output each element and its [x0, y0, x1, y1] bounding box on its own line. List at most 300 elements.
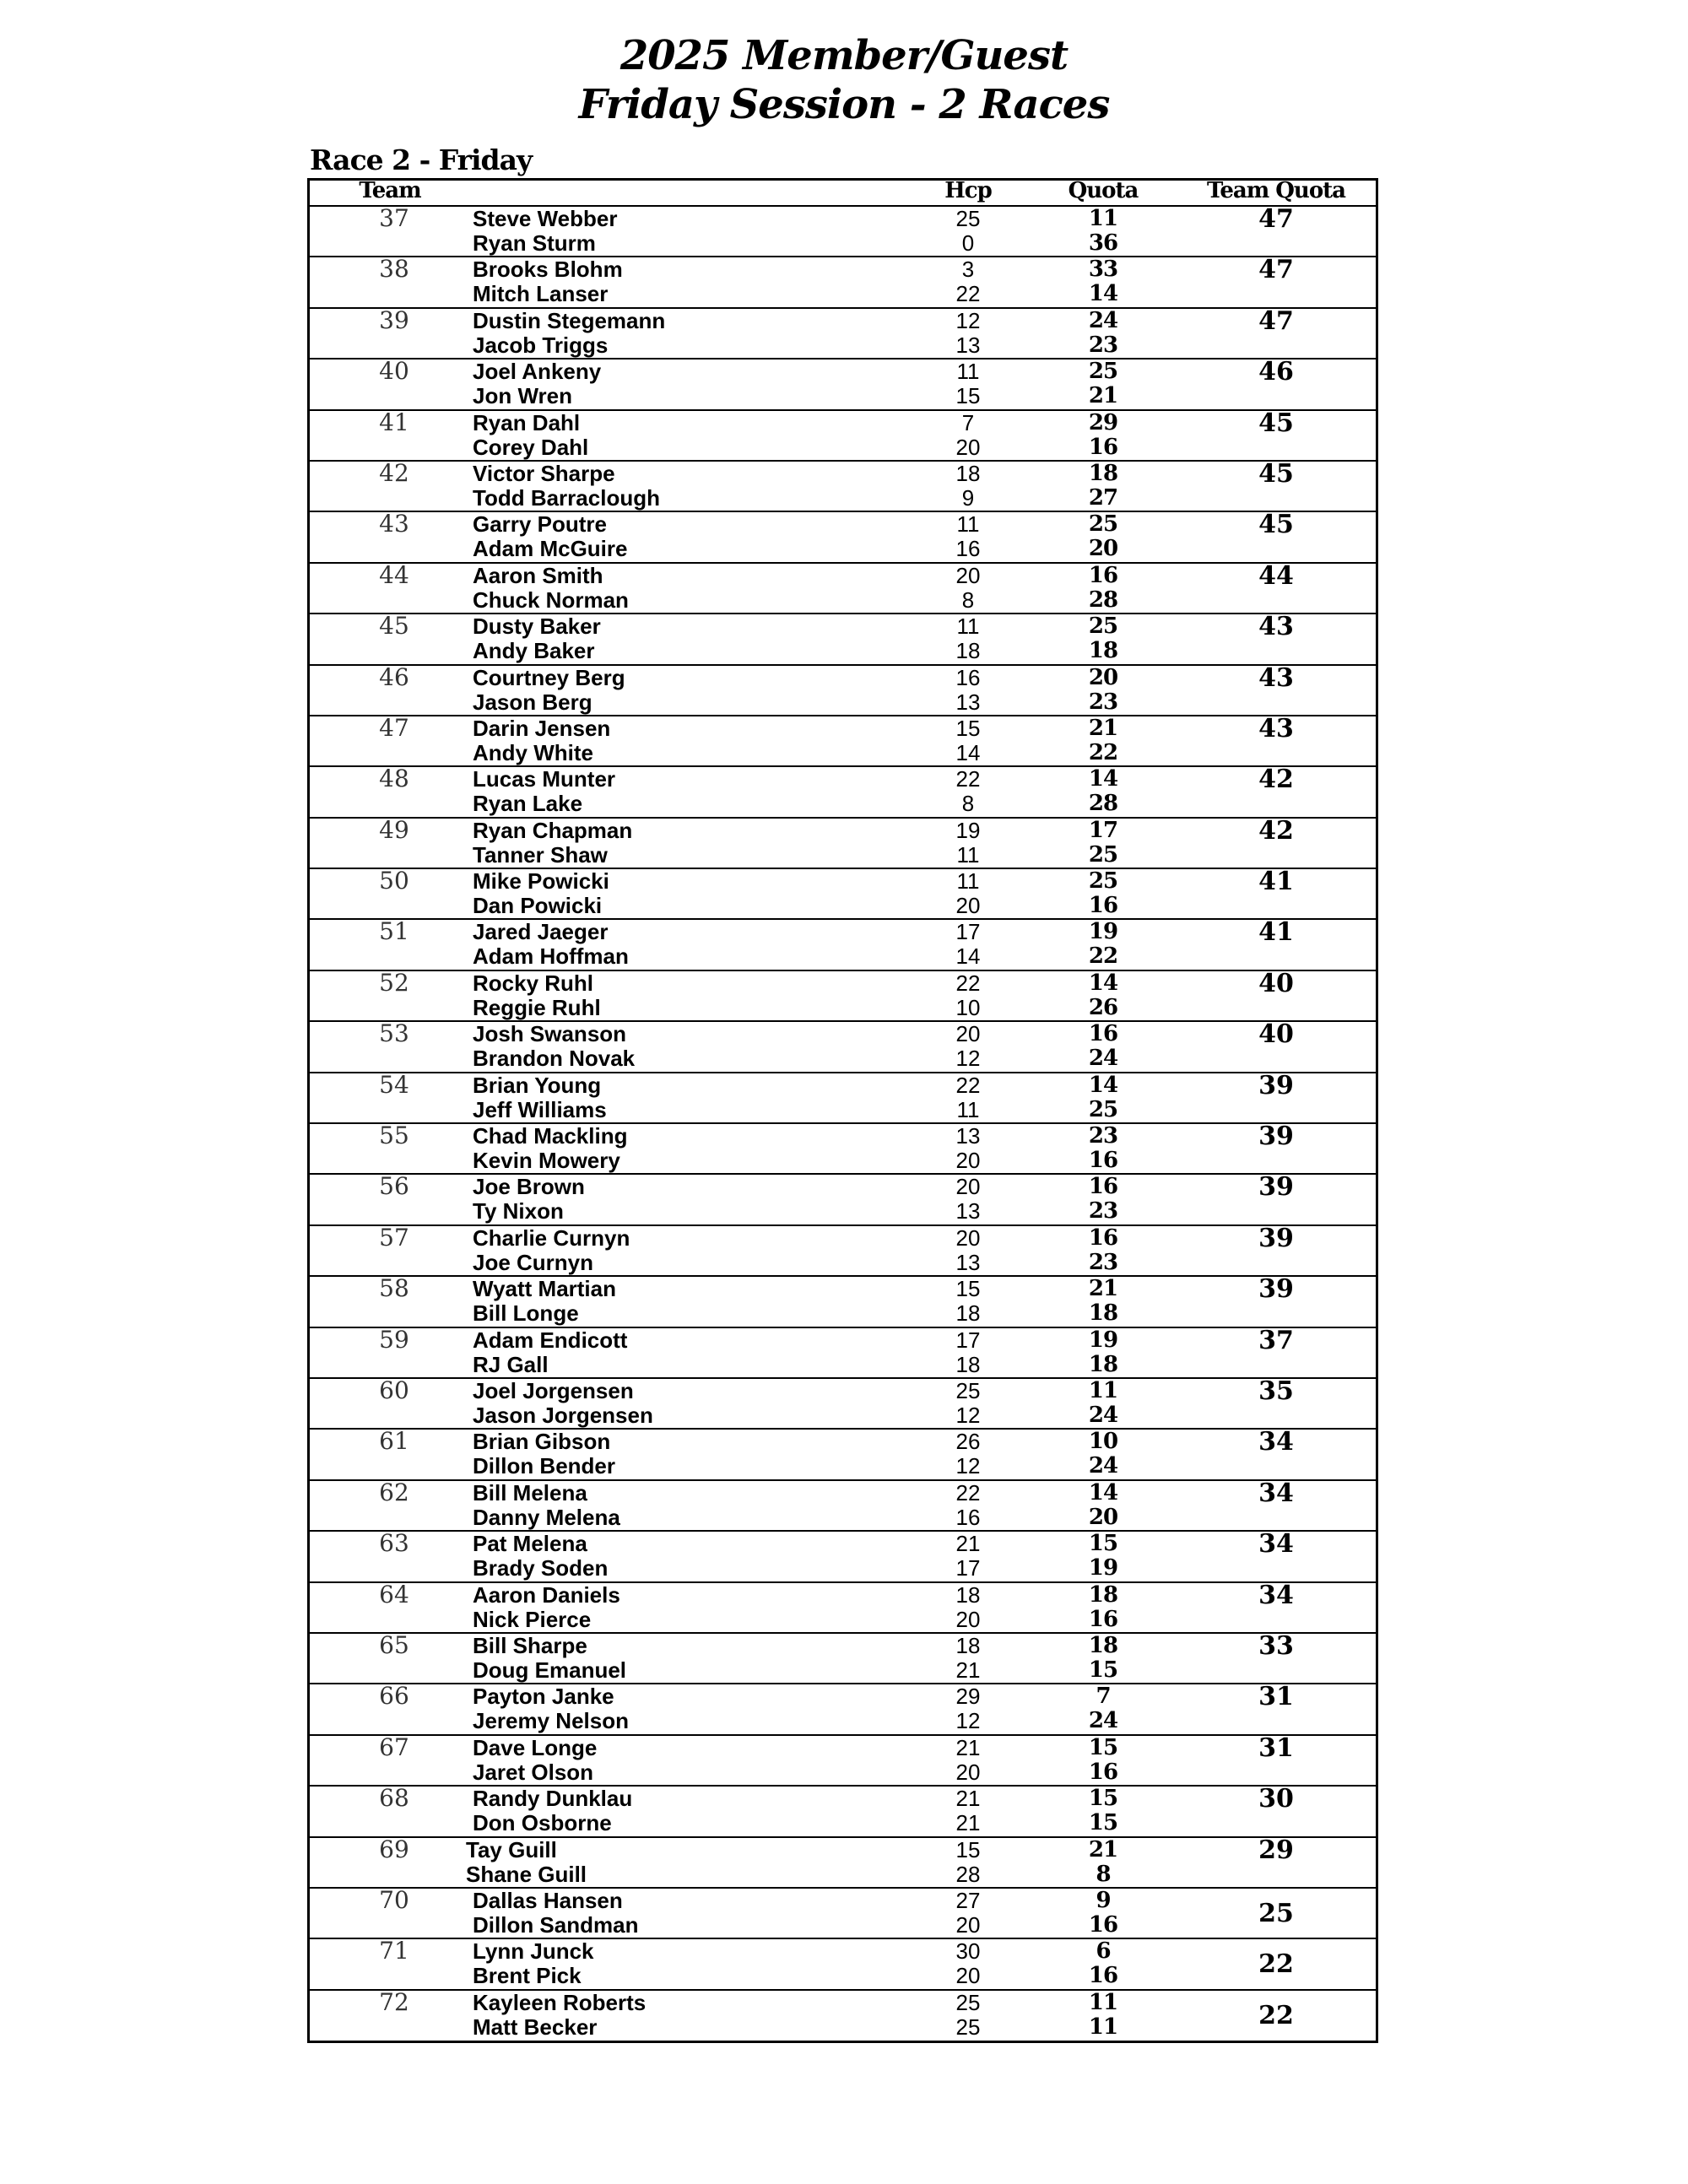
player-quota: 24	[1088, 1708, 1118, 1734]
player-line	[310, 1555, 1376, 1581]
team-row	[310, 765, 1376, 816]
player-line	[310, 410, 1376, 435]
team-number: 65	[379, 1630, 409, 1659]
team-quota: 34	[1258, 1478, 1294, 1508]
player-line	[310, 1276, 1376, 1301]
team-quota: 44	[1258, 560, 1294, 591]
player-quota: 24	[1088, 1453, 1118, 1479]
player-line	[310, 1403, 1376, 1428]
player-line	[310, 1987, 1376, 2016]
team-row	[310, 613, 1376, 663]
team-quota: 25	[1258, 1898, 1294, 1928]
player-hcp: 20	[955, 893, 981, 919]
quota-column-header: Quota	[1068, 178, 1139, 203]
team-number: 66	[379, 1682, 409, 1711]
player-line	[310, 1198, 1376, 1224]
player-line	[310, 1837, 1376, 1862]
team-row	[310, 511, 1376, 561]
player-name: Adam Endicott	[473, 1327, 628, 1353]
team-quota: 43	[1258, 662, 1294, 693]
player-quota: 16	[1088, 1759, 1118, 1785]
player-line	[310, 842, 1376, 868]
team-number: 51	[379, 917, 409, 946]
player-quota: 14	[1088, 1479, 1118, 1506]
team-row	[310, 1020, 1376, 1071]
player-hcp: 12	[955, 1402, 981, 1428]
player-quota: 27	[1088, 484, 1118, 511]
team-quota: 39	[1258, 1122, 1294, 1152]
team-row	[310, 715, 1376, 765]
team-quota-table	[307, 178, 1378, 2043]
team-number: 53	[379, 1019, 409, 1048]
player-hcp: 12	[955, 1708, 981, 1734]
player-name: Jeremy Nelson	[473, 1708, 629, 1734]
player-name: Brandon Novak	[473, 1046, 636, 1072]
player-line	[310, 662, 1376, 691]
player-name: Corey Dahl	[473, 434, 589, 460]
page-subtitle: Friday Session - 2 Races	[578, 81, 1110, 128]
player-hcp: 8	[961, 587, 975, 613]
player-hcp: 11	[956, 511, 980, 538]
team-quota: 31	[1258, 1733, 1294, 1763]
player-quota: 8	[1096, 1861, 1111, 1887]
player-hcp: 14	[955, 943, 981, 970]
team-row	[310, 1275, 1376, 1326]
team-quota: 39	[1258, 1172, 1294, 1203]
team-number: 70	[379, 1885, 409, 1914]
player-quota: 25	[1088, 1096, 1118, 1122]
player-name: Brady Soden	[473, 1555, 609, 1581]
player-quota: 18	[1088, 1581, 1118, 1608]
player-name: Ryan Chapman	[473, 817, 633, 843]
team-row	[310, 1327, 1376, 1377]
player-quota: 10	[1088, 1429, 1118, 1455]
player-name: Joel Ankeny	[473, 359, 602, 385]
player-line	[310, 230, 1376, 256]
player-name: Andy Baker	[473, 638, 595, 664]
team-number: 39	[379, 305, 409, 334]
team-row	[310, 460, 1376, 511]
player-line	[310, 919, 1376, 944]
player-line	[310, 1938, 1376, 1964]
team-quota: 39	[1258, 1223, 1294, 1253]
team-number: 54	[379, 1070, 409, 1099]
team-number: 58	[379, 1274, 409, 1303]
team-number: 64	[379, 1580, 409, 1608]
player-quota: 15	[1088, 1786, 1118, 1812]
player-hcp: 25	[955, 2014, 981, 2040]
hcp-column-header: Hcp	[944, 178, 992, 203]
player-quota: 24	[1088, 1046, 1118, 1072]
team-quota: 40	[1258, 968, 1294, 998]
player-quota: 16	[1088, 434, 1118, 460]
player-hcp: 13	[955, 1249, 981, 1275]
team-quota: 45	[1258, 510, 1294, 540]
player-line	[310, 1810, 1376, 1835]
race-label: Race 2 - Friday	[310, 143, 533, 176]
player-name: Bill Sharpe	[473, 1632, 587, 1658]
player-hcp: 20	[955, 1911, 981, 1938]
team-row	[310, 817, 1376, 868]
player-hcp: 11	[956, 1096, 980, 1122]
player-hcp: 18	[955, 460, 981, 486]
player-hcp: 12	[955, 1453, 981, 1479]
team-quota: 39	[1258, 1070, 1294, 1100]
player-quota: 16	[1088, 1148, 1118, 1174]
player-hcp: 11	[956, 614, 980, 640]
player-line	[310, 689, 1376, 715]
player-quota: 11	[1088, 206, 1118, 231]
player-line	[310, 2014, 1376, 2040]
team-number: 63	[379, 1529, 409, 1558]
team-row	[310, 868, 1376, 918]
player-line	[310, 1480, 1376, 1506]
player-hcp: 19	[955, 817, 981, 843]
player-hcp: 27	[955, 1887, 981, 1913]
player-quota: 20	[1088, 1504, 1118, 1530]
team-row	[310, 409, 1376, 460]
player-name: Bill Longe	[473, 1300, 579, 1327]
player-line	[310, 255, 1376, 285]
player-hcp: 22	[955, 766, 981, 792]
player-name: Brooks Blohm	[473, 257, 623, 283]
team-row	[310, 1377, 1376, 1428]
player-name: Shane Guill	[466, 1861, 587, 1887]
player-hcp: 14	[955, 739, 981, 765]
player-line	[310, 893, 1376, 918]
team-number: 57	[379, 1223, 409, 1251]
player-quota: 11	[1088, 1377, 1118, 1403]
team-quota: 47	[1258, 305, 1294, 336]
team-number: 49	[379, 815, 409, 844]
team-number: 37	[379, 204, 409, 232]
team-quota: 37	[1258, 1325, 1294, 1355]
player-line	[310, 1327, 1376, 1353]
player-line	[310, 1352, 1376, 1377]
player-quota: 16	[1088, 893, 1118, 919]
team-number: 41	[379, 408, 409, 436]
player-name: Aaron Smith	[473, 562, 603, 588]
team-quota: 30	[1258, 1784, 1294, 1814]
player-quota: 14	[1088, 766, 1118, 792]
player-line	[310, 332, 1376, 358]
team-quota: 34	[1258, 1427, 1294, 1457]
player-quota: 20	[1088, 536, 1118, 562]
player-name: Brian Gibson	[473, 1429, 611, 1455]
player-quota: 9	[1096, 1887, 1111, 1913]
player-name: Tanner Shaw	[473, 841, 608, 868]
player-quota: 28	[1088, 587, 1118, 613]
player-line	[310, 510, 1376, 540]
player-name: Jason Jorgensen	[473, 1402, 653, 1428]
player-line	[310, 1122, 1376, 1152]
player-name: Bill Melena	[473, 1479, 587, 1506]
player-line	[310, 1505, 1376, 1530]
player-hcp: 16	[955, 664, 981, 690]
player-line	[310, 1708, 1376, 1733]
player-hcp: 21	[955, 1810, 981, 1836]
team-number: 71	[379, 1937, 409, 1965]
player-name: Joel Jorgensen	[473, 1377, 634, 1403]
player-hcp: 9	[961, 484, 975, 511]
player-quota: 18	[1088, 460, 1118, 486]
player-hcp: 17	[955, 1327, 981, 1353]
player-name: Lucas Munter	[473, 766, 616, 792]
player-name: Jon Wren	[473, 383, 572, 409]
team-row	[310, 664, 1376, 715]
player-hcp: 13	[955, 1198, 981, 1224]
player-hcp: 7	[961, 409, 975, 435]
player-hcp: 13	[955, 689, 981, 715]
player-hcp: 25	[955, 1989, 981, 2015]
player-hcp: 20	[955, 1174, 981, 1200]
player-quota: 15	[1088, 1734, 1118, 1760]
team-number: 40	[379, 357, 409, 386]
player-name: Andy White	[473, 739, 593, 765]
player-hcp: 11	[956, 868, 980, 895]
player-quota: 21	[1088, 1836, 1118, 1862]
team-row	[310, 205, 1376, 256]
player-name: Randy Dunklau	[473, 1786, 633, 1812]
player-name: Jason Berg	[473, 689, 592, 715]
team-row	[310, 1479, 1376, 1530]
player-hcp: 20	[955, 434, 981, 460]
team-row	[310, 1734, 1376, 1785]
team-rows	[310, 205, 1376, 2040]
player-hcp: 8	[961, 791, 975, 817]
player-quota: 23	[1088, 1123, 1118, 1149]
player-hcp: 11	[956, 841, 980, 868]
player-line	[310, 943, 1376, 969]
team-number: 45	[379, 612, 409, 641]
player-name: Todd Barraclough	[473, 484, 660, 511]
player-quota: 16	[1088, 562, 1118, 588]
team-row	[310, 1530, 1376, 1581]
team-number: 50	[379, 867, 409, 895]
player-line	[310, 1657, 1376, 1683]
player-name: Ryan Sturm	[473, 230, 596, 256]
player-line	[310, 970, 1376, 996]
team-row	[310, 970, 1376, 1020]
player-name: Darin Jensen	[473, 715, 611, 741]
player-quota: 15	[1088, 1810, 1118, 1836]
team-number: 43	[379, 510, 409, 538]
team-quota: 43	[1258, 612, 1294, 642]
player-hcp: 20	[955, 562, 981, 588]
player-name: Dillon Bender	[473, 1453, 616, 1479]
player-line	[310, 995, 1376, 1020]
player-hcp: 20	[955, 1021, 981, 1047]
player-name: Jeff Williams	[473, 1096, 607, 1122]
player-hcp: 0	[961, 230, 975, 256]
player-name: Dallas Hansen	[473, 1887, 623, 1913]
player-quota: 17	[1088, 817, 1118, 843]
player-quota: 16	[1088, 1963, 1118, 1989]
player-line	[310, 1225, 1376, 1251]
player-hcp: 15	[955, 1836, 981, 1862]
player-line	[310, 587, 1376, 613]
player-name: Charlie Curnyn	[473, 1224, 630, 1251]
player-name: Brent Pick	[473, 1963, 582, 1989]
player-quota: 16	[1088, 1021, 1118, 1047]
page-title: 2025 Member/Guest	[619, 32, 1069, 79]
player-name: Aaron Daniels	[473, 1581, 620, 1608]
team-number: 62	[379, 1478, 409, 1506]
player-line	[310, 1682, 1376, 1712]
player-name: Ryan Lake	[473, 791, 583, 817]
player-name: Kayleen Roberts	[473, 1989, 647, 2015]
player-name: Dustin Stegemann	[473, 307, 666, 333]
player-line	[310, 1531, 1376, 1556]
team-number: 48	[379, 765, 409, 793]
player-name: Pat Melena	[473, 1531, 587, 1557]
player-name: Jaret Olson	[473, 1759, 594, 1785]
player-hcp: 29	[955, 1684, 981, 1710]
player-quota: 23	[1088, 1249, 1118, 1275]
team-row	[310, 1072, 1376, 1122]
team-number: 47	[379, 713, 409, 742]
player-hcp: 28	[955, 1861, 981, 1887]
player-line	[310, 1300, 1376, 1326]
player-line	[310, 1630, 1376, 1659]
player-line	[310, 485, 1376, 511]
player-name: Dave Longe	[473, 1734, 598, 1760]
player-name: Chad Mackling	[473, 1123, 628, 1149]
player-hcp: 22	[955, 1072, 981, 1098]
player-quota: 22	[1088, 943, 1118, 970]
team-number: 67	[379, 1733, 409, 1761]
player-quota: 18	[1088, 638, 1118, 664]
player-quota: 16	[1088, 1911, 1118, 1938]
player-hcp: 3	[961, 257, 975, 283]
player-hcp: 15	[955, 715, 981, 741]
player-name: Reggie Ruhl	[473, 994, 601, 1020]
player-quota: 18	[1088, 1300, 1118, 1327]
player-line	[310, 1760, 1376, 1785]
player-line	[310, 305, 1376, 334]
player-hcp: 11	[956, 359, 980, 385]
player-hcp: 16	[955, 536, 981, 562]
team-number: 42	[379, 458, 409, 487]
player-quota: 7	[1096, 1684, 1111, 1710]
player-name: Chuck Norman	[473, 587, 629, 613]
player-name: Jared Jaeger	[473, 919, 609, 945]
table-header	[310, 178, 1376, 205]
player-quota: 26	[1088, 994, 1118, 1020]
player-line	[310, 765, 1376, 795]
player-hcp: 15	[955, 1276, 981, 1302]
team-row	[310, 1122, 1376, 1173]
team-row	[310, 1683, 1376, 1733]
team-number: 46	[379, 662, 409, 691]
team-row	[310, 358, 1376, 408]
team-quota: 22	[1258, 1949, 1294, 1980]
team-quota: 41	[1258, 917, 1294, 948]
player-quota: 15	[1088, 1657, 1118, 1683]
player-name: Brian Young	[473, 1072, 602, 1098]
player-quota: 21	[1088, 1276, 1118, 1302]
player-line	[310, 1912, 1376, 1938]
player-quota: 21	[1088, 715, 1118, 741]
team-number: 52	[379, 968, 409, 997]
player-name: Joe Brown	[473, 1174, 585, 1200]
player-name: Dillon Sandman	[473, 1911, 639, 1938]
team-quota: 29	[1258, 1835, 1294, 1865]
player-name: Doug Emanuel	[473, 1657, 627, 1683]
player-hcp: 12	[955, 307, 981, 333]
player-hcp: 15	[955, 383, 981, 409]
player-quota: 16	[1088, 1224, 1118, 1251]
player-name: Courtney Berg	[473, 664, 625, 690]
player-line	[310, 1174, 1376, 1199]
team-row	[310, 1938, 1376, 1988]
player-line	[310, 867, 1376, 897]
team-column-header: Team	[359, 178, 421, 203]
player-quota: 18	[1088, 1351, 1118, 1377]
player-hcp: 20	[955, 1148, 981, 1174]
team-row	[310, 1785, 1376, 1835]
player-hcp: 21	[955, 1786, 981, 1812]
player-line	[310, 1046, 1376, 1071]
player-line	[310, 536, 1376, 561]
player-hcp: 13	[955, 332, 981, 358]
player-quota: 24	[1088, 1402, 1118, 1428]
player-line	[310, 1148, 1376, 1173]
player-line	[310, 1862, 1376, 1887]
team-quota: 46	[1258, 357, 1294, 387]
team-quota: 41	[1258, 867, 1294, 897]
player-name: Mike Powicki	[473, 868, 609, 895]
player-line	[310, 638, 1376, 663]
player-name: Victor Sharpe	[473, 460, 615, 486]
player-name: Lynn Junck	[473, 1938, 594, 1965]
player-name: RJ Gall	[473, 1351, 549, 1377]
player-line	[310, 1786, 1376, 1811]
player-hcp: 17	[955, 919, 981, 945]
player-quota: 22	[1088, 739, 1118, 765]
player-hcp: 20	[955, 1963, 981, 1989]
team-quota: 45	[1258, 458, 1294, 489]
player-name: Matt Becker	[473, 2014, 598, 2040]
team-row	[310, 1887, 1376, 1938]
team-row	[310, 1173, 1376, 1224]
player-name: Tay Guill	[466, 1836, 557, 1862]
player-quota: 36	[1088, 230, 1118, 256]
player-line	[310, 1021, 1376, 1046]
player-quota: 14	[1088, 281, 1118, 307]
player-hcp: 25	[955, 206, 981, 231]
team-row	[310, 562, 1376, 613]
player-name: Ryan Dahl	[473, 409, 581, 435]
player-hcp: 18	[955, 1581, 981, 1608]
team-number: 55	[379, 1122, 409, 1150]
player-hcp: 12	[955, 1046, 981, 1072]
player-hcp: 18	[955, 1351, 981, 1377]
player-name: Wyatt Martian	[473, 1276, 616, 1302]
team-quota: 47	[1258, 204, 1294, 234]
player-hcp: 22	[955, 281, 981, 307]
player-line	[310, 206, 1376, 231]
player-quota: 19	[1088, 1555, 1118, 1581]
team-number: 60	[379, 1376, 409, 1404]
team-row	[310, 1224, 1376, 1275]
player-line	[310, 435, 1376, 460]
player-name: Dan Powicki	[473, 893, 603, 919]
player-name: Garry Poutre	[473, 511, 607, 538]
team-number: 69	[379, 1835, 409, 1863]
player-quota: 25	[1088, 511, 1118, 538]
player-line	[310, 1885, 1376, 1914]
